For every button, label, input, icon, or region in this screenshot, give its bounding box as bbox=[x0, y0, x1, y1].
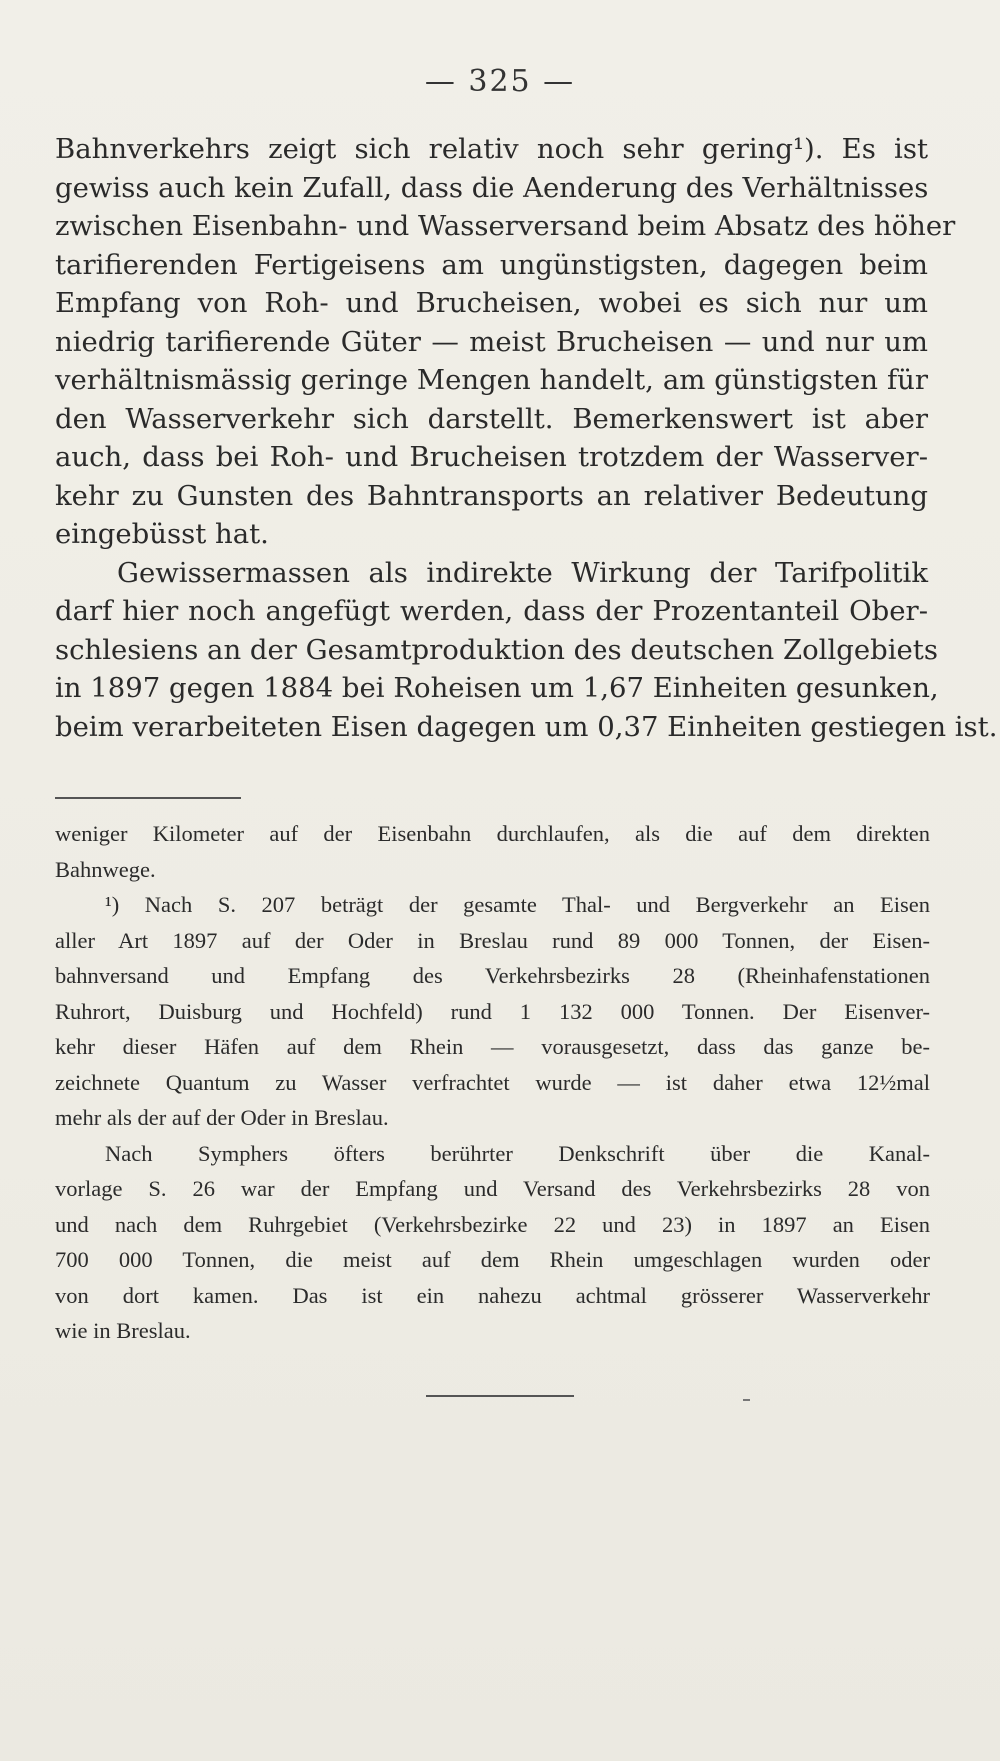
footnote-line: wie in Breslau. bbox=[55, 1318, 191, 1343]
page-number: — 325 — bbox=[424, 64, 576, 99]
body-line: in 1897 gegen 1884 bei Roheisen um 1,67 Einheiten gesunken, bbox=[55, 672, 939, 704]
body-line: darf hier noch angefügt werden, dass der Prozentanteil Ober- bbox=[55, 595, 928, 627]
body-line: schlesiens an der Gesamtproduktion des deutschen Zollgebiets bbox=[55, 633, 938, 666]
body-line: niedrig tarifierende Güter — meist Brucheisen — und nur um bbox=[55, 325, 928, 358]
body-line: zwischen Eisenbahn- und Wasserversand beim Absatz des höher bbox=[55, 210, 956, 242]
end-rule bbox=[426, 1395, 574, 1397]
footnote-line: bahnversand und Empfang des Verkehrsbezirks 28 (Rheinhafenstationen bbox=[55, 963, 930, 988]
footnote-line: Bahnwege. bbox=[55, 856, 156, 882]
body-line: verhältnismässig geringe Mengen handelt, am günstigsten für bbox=[55, 364, 928, 396]
footnote-divider bbox=[55, 797, 241, 799]
body-line: Empfang von Roh- und Brucheisen, wobei es sich nur um bbox=[55, 287, 928, 319]
footnote-line: zeichnete Quantum zu Wasser verfrachtet wurde — ist daher etwa 12½mal bbox=[55, 1069, 930, 1095]
body-line: den Wasserverkehr sich darstellt. Bemerkenswert ist aber bbox=[55, 402, 928, 435]
body-line: eingebüsst hat. bbox=[55, 518, 269, 550]
footnote-line: Nach Symphers öfters berührter Denkschrift über die Kanal- bbox=[105, 1140, 930, 1166]
body-line: gewiss auch kein Zufall, dass die Aenderung des Verhältnisses bbox=[55, 171, 929, 204]
footnote-line: 700 000 Tonnen, die meist auf dem Rhein umgeschlagen wurden oder bbox=[55, 1247, 930, 1272]
footnote-line: aller Art 1897 auf der Oder in Breslau rund 89 000 Tonnen, der Eisen- bbox=[55, 927, 930, 953]
body-line: beim verarbeiteten Eisen dagegen um 0,37 Einheiten gestiegen ist. bbox=[55, 710, 998, 743]
body-line: Gewissermassen als indirekte Wirkung der Tarifpolitik bbox=[117, 556, 928, 589]
body-line: Bahnverkehrs zeigt sich relativ noch sehr gering¹). Es ist bbox=[55, 133, 928, 165]
footnote-line: kehr dieser Häfen auf dem Rhein — vorausgesetzt, dass das ganze be- bbox=[55, 1034, 930, 1059]
footnote-line: vorlage S. 26 war der Empfang und Versand des Verkehrsbezirks 28 von bbox=[55, 1176, 930, 1201]
body-line: kehr zu Gunsten des Bahntransports an relativer Bedeutung bbox=[55, 479, 928, 512]
footnote-line: und nach dem Ruhrgebiet (Verkehrsbezirke 22 und 23) in 1897 an Eisen bbox=[55, 1211, 930, 1237]
footnote-line: weniger Kilometer auf der Eisenbahn durchlaufen, als die auf dem direkten bbox=[55, 821, 930, 846]
body-line: auch, dass bei Roh- und Brucheisen trotzdem der Wasserver- bbox=[55, 441, 928, 473]
footnotes bbox=[55, 816, 930, 1349]
footnote-line: ¹) Nach S. 207 beträgt der gesamte Thal- und Bergverkehr an Eisen bbox=[105, 892, 930, 917]
footnote-line: Ruhrort, Duisburg und Hochfeld) rund 1 132 000 Tonnen. Der Eisenver- bbox=[55, 998, 930, 1024]
stray-mark bbox=[743, 1399, 750, 1401]
main-body-text bbox=[55, 130, 998, 746]
footnote-line: mehr als der auf der Oder in Breslau. bbox=[55, 1105, 389, 1130]
footnote-line: von dort kamen. Das ist ein nahezu achtmal grösserer Wasserverkehr bbox=[55, 1282, 930, 1308]
body-line: tarifierenden Fertigeisens am ungünstigsten, dagegen beim bbox=[55, 248, 928, 281]
